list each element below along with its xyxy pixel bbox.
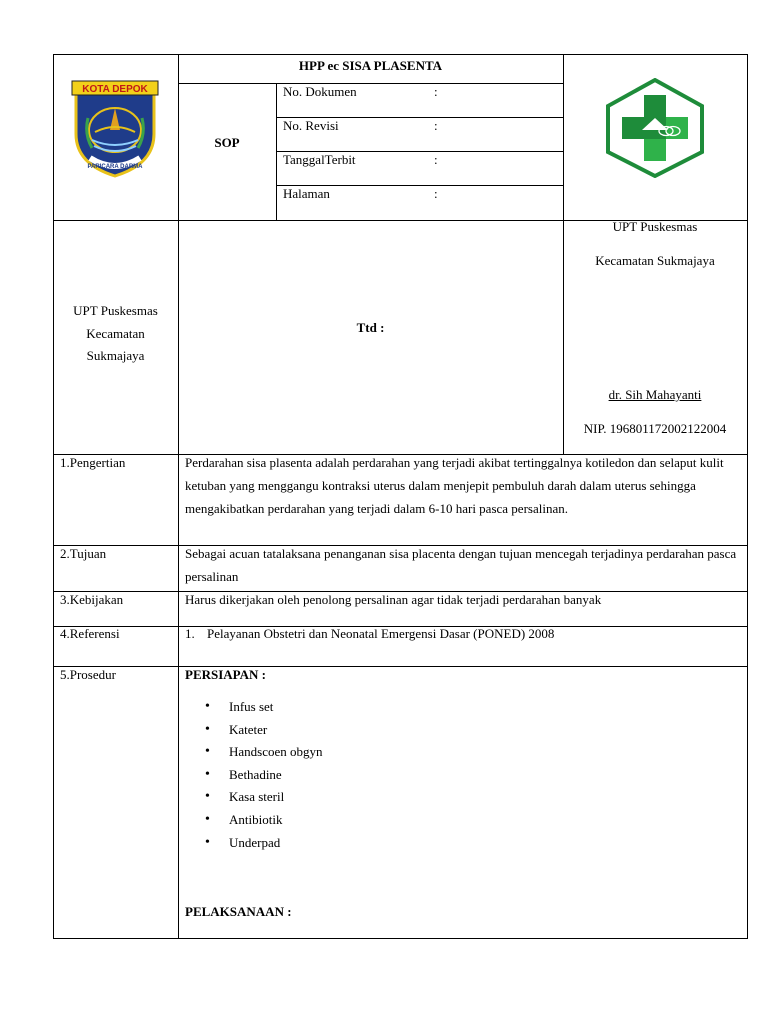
divider xyxy=(53,666,748,667)
section-label-referensi: 4.Referensi xyxy=(60,626,120,641)
field-halaman-sep: : xyxy=(434,186,438,201)
section-text-pengertian: Perdarahan sisa plasenta adalah perdarahan yang terjadi akibat tertinggalnya kotiledon dan selaput kulit ketuban yang menggangu kontraksi uterus dalam menjepit pembuluh darah dalam uterus sehingga mengakibatkan perdarahan yang terjadi dalam 6-10 hari pasca persalinan. xyxy=(185,455,724,516)
divider xyxy=(178,83,563,84)
org-name-line-2: Kecamatan xyxy=(86,326,145,341)
field-no-dokumen-sep: : xyxy=(434,84,438,99)
org-name-line-3: Sukmajaya xyxy=(86,348,145,363)
section-text-kebijakan: Harus dikerjakan oleh penolong persalinan agar tidak terjadi perdarahan banyak xyxy=(185,592,602,607)
referensi-item-number: 1. xyxy=(185,626,195,641)
section-label-pengertian: 1.Pengertian xyxy=(60,455,126,470)
puskesmas-logo-icon xyxy=(604,78,706,178)
org-name-line-1: UPT Puskesmas xyxy=(73,303,158,318)
pelaksanaan-heading: PELAKSANAAN : xyxy=(185,904,292,919)
field-halaman-label: Halaman xyxy=(283,186,330,201)
list-item: • Bethadine xyxy=(185,764,323,787)
referensi-item-text: Pelayanan Obstetri dan Neonatal Emergensi Dasar (PONED) 2008 xyxy=(207,626,555,641)
signer-name: dr. Sih Mahayanti xyxy=(608,387,702,402)
signer-org-line-1: UPT Puskesmas xyxy=(612,219,698,234)
emblem-banner-text: KOTA DEPOK xyxy=(82,84,148,95)
list-item: • Antibiotik xyxy=(185,809,323,832)
persiapan-list xyxy=(185,696,323,854)
section-label-prosedur: 5.Prosedur xyxy=(60,667,116,682)
ttd-label: Ttd : xyxy=(356,320,385,335)
table-border-left xyxy=(53,54,54,939)
signer-org-line-2: Kecamatan Sukmajaya xyxy=(595,253,715,268)
field-no-revisi-label: No. Revisi xyxy=(283,118,339,133)
field-no-revisi-sep: : xyxy=(434,118,438,133)
list-item: • Handscoen obgyn xyxy=(185,741,323,764)
list-item: • Infus set xyxy=(185,696,323,719)
document-title: HPP ec SISA PLASENTA xyxy=(298,58,443,73)
field-no-dokumen-label: No. Dokumen xyxy=(283,84,357,99)
divider xyxy=(178,54,179,454)
signer-nip: NIP. 196801172002122004 xyxy=(583,421,727,436)
table-border-bottom xyxy=(53,938,748,939)
list-item: • Kasa steril xyxy=(185,786,323,809)
sop-label: SOP xyxy=(214,135,240,150)
emblem-motto: PARICARA DARMA xyxy=(87,164,143,170)
kota-depok-emblem-icon xyxy=(70,78,160,178)
section-text-tujuan: Sebagai acuan tatalaksana penanganan sisa placenta dengan tujuan mencegah terjadinya perdarahan pasca persalinan xyxy=(185,546,737,584)
list-item: • Kateter xyxy=(185,719,323,742)
persiapan-heading: PERSIAPAN : xyxy=(185,667,267,682)
section-label-kebijakan: 3.Kebijakan xyxy=(60,592,124,607)
table-border-top xyxy=(53,54,748,55)
field-tanggal-terbit-label: TanggalTerbit xyxy=(283,152,356,167)
list-item: • Underpad xyxy=(185,832,323,855)
field-tanggal-terbit-sep: : xyxy=(434,152,438,167)
table-border-right xyxy=(747,54,748,939)
section-label-tujuan: 2.Tujuan xyxy=(60,546,107,561)
divider xyxy=(178,454,179,939)
